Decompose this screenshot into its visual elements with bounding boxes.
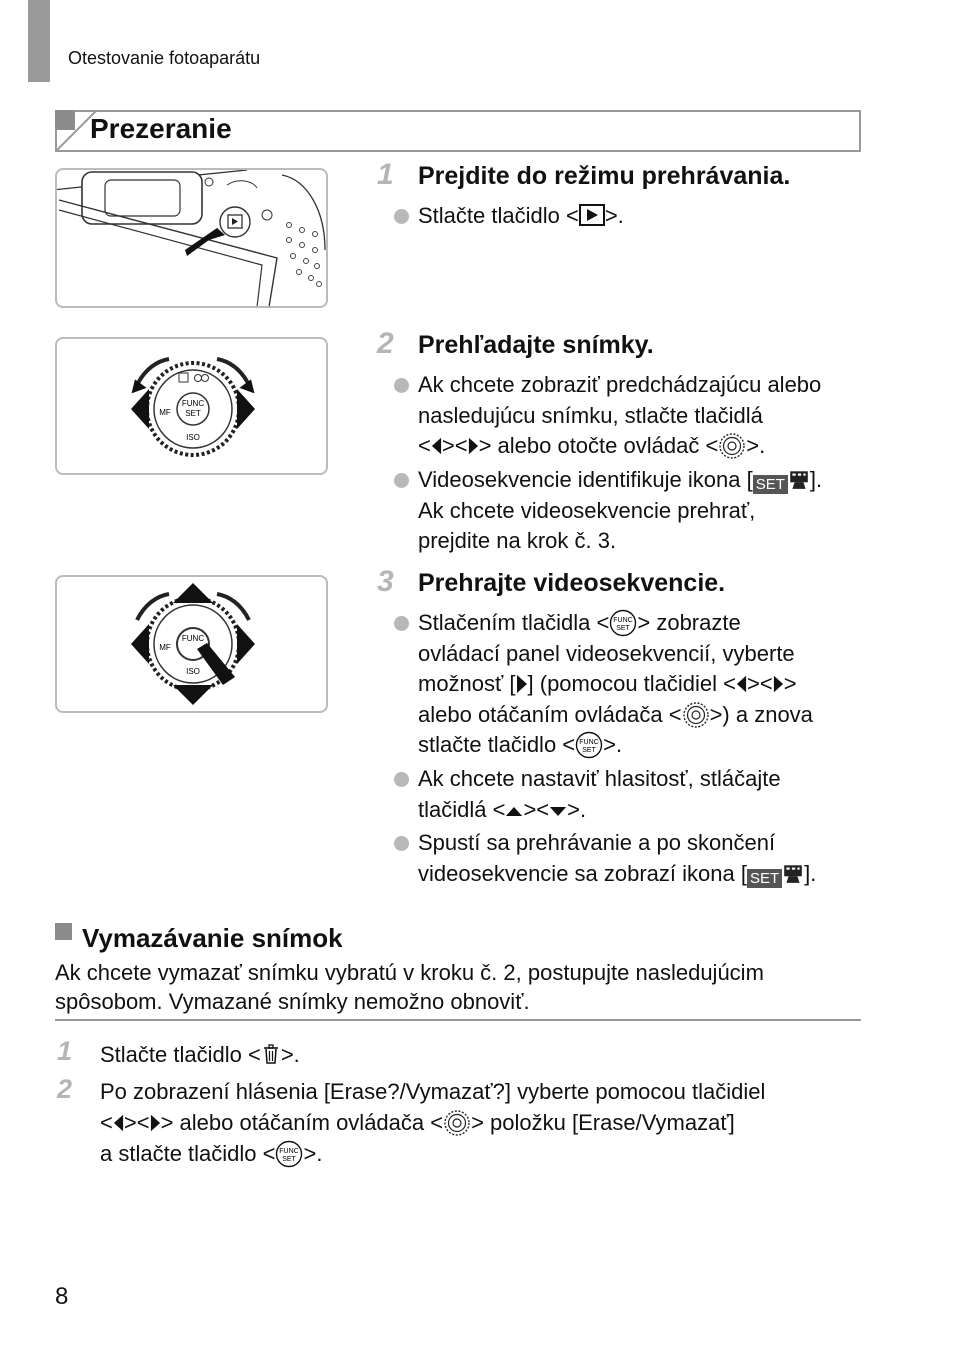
step-number: 1 [377, 158, 394, 191]
playback-icon [579, 204, 605, 226]
page-number: 8 [55, 1283, 69, 1310]
set-badge-icon: SET [753, 475, 788, 494]
list-number: 2 [57, 1074, 73, 1104]
dial-set-label: SET [185, 409, 201, 418]
down-arrow-icon [549, 806, 567, 817]
dial-mf-label: MF [159, 643, 171, 652]
right-arrow-icon [150, 1113, 161, 1133]
svg-text:SET: SET [616, 625, 631, 632]
step-title: Prehrajte videosekvencie. [418, 569, 726, 597]
subsection-intro: Ak chcete vymazať snímku vybratú v kroku č. 2, postupujte nasledujúcim spôsobom. Vymazané snímky nemožno obnoviť. [55, 960, 764, 1014]
dial-mf-label: MF [159, 408, 171, 417]
func-set-icon [275, 1140, 303, 1168]
step-bullet: Stlačením tlačidla < FUNC SET > zobrazte ovládací panel videosekvencií, vyberte možnosť [ ] (pomocou tlačidiel < >< > alebo otáčaním ovládača < >) a znova stlačte tlačidlo < FUNC SET >. [418, 608, 863, 761]
right-arrow-icon [773, 674, 784, 694]
svg-text:FUNC: FUNC [279, 1148, 300, 1155]
set-badge-icon: SET [747, 869, 782, 888]
subsection-marker [55, 923, 72, 940]
step-number: 2 [377, 327, 394, 360]
left-arrow-icon [736, 674, 747, 694]
chapter-tab [28, 0, 50, 82]
dial-iso-label: ISO [186, 433, 200, 442]
dial-func-label: FUNC [181, 399, 205, 408]
step-title: Prejdite do režimu prehrávania. [418, 162, 791, 190]
figure-camera-playback-button [55, 168, 328, 308]
subsection-title: Vymazávanie snímok [82, 923, 343, 953]
up-arrow-icon [505, 806, 523, 817]
step-bullet: Videosekvencie identifikuje ikona [ SET ]. Ak chcete videosekvencie prehrať, prejdite na krok č. 3. [418, 465, 863, 557]
func-set-icon [575, 731, 603, 759]
figure-control-dial [55, 337, 328, 475]
dial-iso-label: ISO [186, 667, 200, 676]
svg-text:SET: SET [282, 1156, 297, 1163]
step-bullet: Ak chcete zobraziť predchádzajúcu alebo nasledujúcu snímku, stlačte tlačidlá < >< > alebo otočte ovládač < >. [418, 370, 863, 462]
control-dial-icon [682, 701, 710, 729]
func-set-icon [609, 609, 637, 637]
svg-text:FUNC: FUNC [613, 617, 634, 624]
left-arrow-icon [113, 1113, 124, 1133]
svg-text:FUNC: FUNC [579, 739, 599, 746]
step-number: 3 [377, 565, 394, 598]
movie-icon [788, 468, 810, 490]
step-title: Prehľadajte snímky. [418, 331, 654, 359]
step-bullet: Spustí sa prehrávanie a po skončení videosekvencie sa zobrazí ikona [ SET ]. [418, 828, 863, 889]
figure-func-set-press [55, 575, 328, 713]
list-number: 1 [57, 1036, 73, 1066]
control-dial-icon [443, 1109, 471, 1137]
play-icon [516, 674, 528, 694]
list-item: Stlačte tlačidlo < >. [100, 1042, 300, 1067]
dial-func-label: FUNC [181, 634, 205, 643]
svg-text:SET: SET [582, 747, 596, 754]
control-dial-icon [718, 432, 746, 460]
list-item: Po zobrazení hlásenia [Erase?/Vymazať?] vyberte pomocou tlačidiel < >< > alebo otáčaním ovládača < > položku [Erase/Vymazať] a stlačte tlačidlo < FUNC SET >. [100, 1079, 766, 1166]
left-arrow-icon [431, 436, 442, 456]
trash-icon [261, 1043, 281, 1065]
step-bullet: Ak chcete nastaviť hlasitosť, stláčajte tlačidlá < >< >. [418, 764, 863, 825]
movie-icon [782, 862, 804, 884]
right-arrow-icon [468, 436, 479, 456]
section-title: Prezeranie [90, 113, 232, 144]
divider [55, 1019, 861, 1021]
running-header: Otestovanie fotoaparátu [68, 48, 261, 68]
step-bullet: Stlačte tlačidlo < >. [418, 201, 863, 232]
